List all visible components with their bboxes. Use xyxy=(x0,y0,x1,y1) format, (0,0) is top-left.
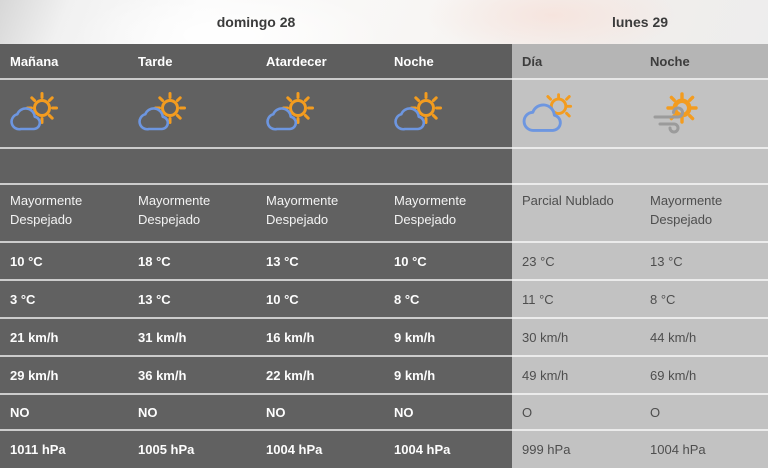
temp-min-value: 8 °C xyxy=(640,281,768,319)
day-label-monday: lunes 29 xyxy=(611,14,669,30)
temp-max-value: 13 °C xyxy=(640,243,768,281)
wind-speed-value: 44 km/h xyxy=(640,319,768,357)
wind-gust-value: 29 km/h xyxy=(0,357,128,395)
weather-icon-cell xyxy=(512,80,640,149)
forecast-grid xyxy=(0,44,768,468)
wind-speed-value: 21 km/h xyxy=(0,319,128,357)
spacer-cell xyxy=(640,149,768,185)
wind-speed-value: 31 km/h xyxy=(128,319,256,357)
windy-sun-icon xyxy=(648,91,702,137)
wind-speed-value: 9 km/h xyxy=(384,319,512,357)
condition-text: Mayormente Despejado xyxy=(256,185,384,243)
temp-max-value: 18 °C xyxy=(128,243,256,281)
weather-icon-cell xyxy=(256,80,384,149)
wind-gust-value: 9 km/h xyxy=(384,357,512,395)
wind-direction-value: NO xyxy=(384,395,512,431)
wind-gust-value: 49 km/h xyxy=(512,357,640,395)
sun-cloud-icon xyxy=(264,91,318,137)
temp-max-value: 23 °C xyxy=(512,243,640,281)
temp-min-value: 11 °C xyxy=(512,281,640,319)
pressure-value: 1004 hPa xyxy=(256,431,384,468)
spacer-cell xyxy=(0,149,128,185)
weather-icon-cell xyxy=(640,80,768,149)
period-header: Atardecer xyxy=(256,44,384,80)
condition-text: Parcial Nublado xyxy=(512,185,640,243)
wind-direction-value: NO xyxy=(128,395,256,431)
period-header: Día xyxy=(512,44,640,80)
period-header: Noche xyxy=(384,44,512,80)
temp-max-value: 10 °C xyxy=(0,243,128,281)
temp-max-value: 10 °C xyxy=(384,243,512,281)
wind-speed-value: 16 km/h xyxy=(256,319,384,357)
condition-text: Mayormente Despejado xyxy=(128,185,256,243)
pressure-value: 1005 hPa xyxy=(128,431,256,468)
weather-icon-cell xyxy=(128,80,256,149)
wind-speed-value: 30 km/h xyxy=(512,319,640,357)
date-band xyxy=(0,0,768,44)
spacer-cell xyxy=(256,149,384,185)
spacer-cell xyxy=(384,149,512,185)
spacer-cell xyxy=(128,149,256,185)
day-label-sunday: domingo 28 xyxy=(216,14,296,30)
wind-direction-value: NO xyxy=(0,395,128,431)
temp-max-value: 13 °C xyxy=(256,243,384,281)
condition-text: Mayormente Despejado xyxy=(640,185,768,243)
weather-icon-cell xyxy=(384,80,512,149)
spacer-cell xyxy=(512,149,640,185)
wind-gust-value: 22 km/h xyxy=(256,357,384,395)
pressure-value: 1004 hPa xyxy=(640,431,768,468)
wind-direction-value: O xyxy=(640,395,768,431)
sun-cloud-icon xyxy=(136,91,190,137)
pressure-value: 1004 hPa xyxy=(384,431,512,468)
wind-direction-value: O xyxy=(512,395,640,431)
temp-min-value: 10 °C xyxy=(256,281,384,319)
condition-text: Mayormente Despejado xyxy=(0,185,128,243)
sun-cloud-icon xyxy=(8,91,62,137)
sun-cloud-icon xyxy=(392,91,446,137)
temp-min-value: 3 °C xyxy=(0,281,128,319)
wind-gust-value: 36 km/h xyxy=(128,357,256,395)
weather-icon-cell xyxy=(0,80,128,149)
wind-direction-value: NO xyxy=(256,395,384,431)
period-header: Noche xyxy=(640,44,768,80)
pressure-value: 1011 hPa xyxy=(0,431,128,468)
temp-min-value: 13 °C xyxy=(128,281,256,319)
temp-min-value: 8 °C xyxy=(384,281,512,319)
condition-text: Mayormente Despejado xyxy=(384,185,512,243)
period-header: Tarde xyxy=(128,44,256,80)
cloud-sun-icon xyxy=(520,91,574,137)
wind-gust-value: 69 km/h xyxy=(640,357,768,395)
period-header: Mañana xyxy=(0,44,128,80)
pressure-value: 999 hPa xyxy=(512,431,640,468)
